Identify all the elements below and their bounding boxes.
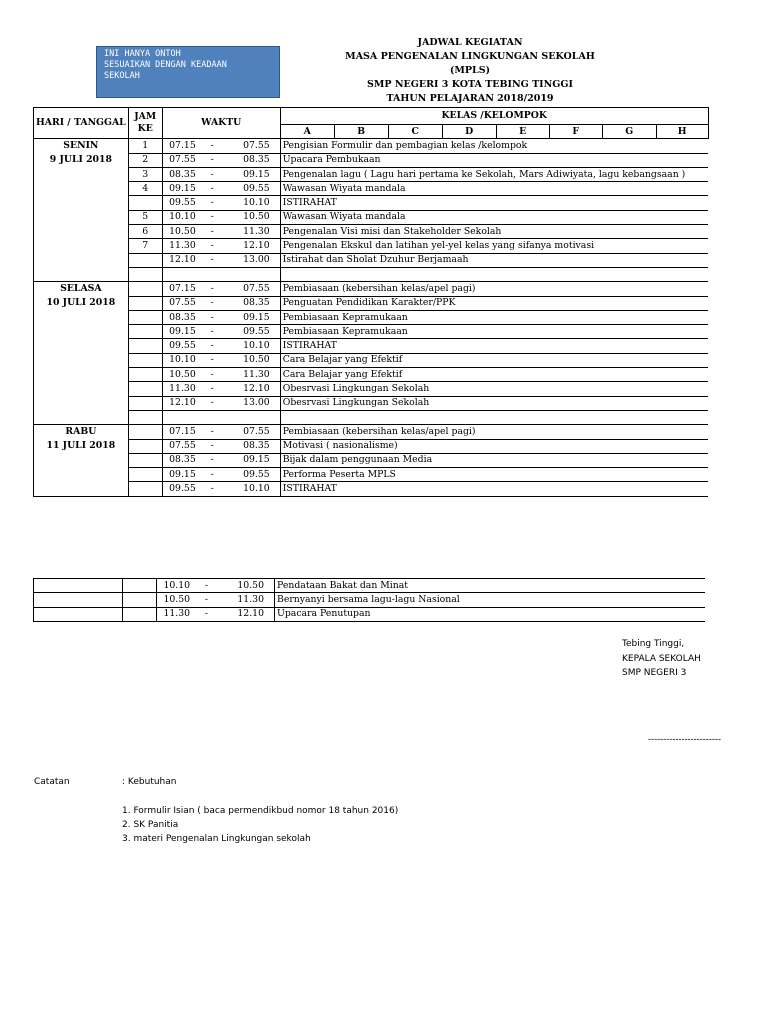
end-time-cell: 12.10 xyxy=(217,607,275,621)
activity-cell: ISTIRAHAT xyxy=(280,339,708,353)
time-separator: - xyxy=(202,439,222,453)
day-cell xyxy=(34,579,123,593)
header-kelas: KELAS /KELOMPOK xyxy=(280,108,708,125)
table-row xyxy=(34,167,709,181)
time-separator: - xyxy=(202,239,222,253)
time-separator xyxy=(202,267,222,281)
jam-cell xyxy=(128,310,162,324)
time-separator: - xyxy=(202,396,222,410)
jam-cell xyxy=(128,296,162,310)
time-separator: - xyxy=(197,579,217,593)
title-line: JADWAL KEGIATAN xyxy=(417,37,523,48)
start-time-cell: 12.10 xyxy=(162,396,202,410)
end-time-cell: 10.50 xyxy=(222,210,280,224)
start-time-cell: 09.15 xyxy=(162,325,202,339)
table-row xyxy=(34,153,709,167)
end-time-cell: 11.30 xyxy=(217,593,275,607)
day-cell: 11 JULI 2018 xyxy=(34,439,129,453)
group-header: A xyxy=(280,125,334,139)
group-header: E xyxy=(496,125,549,139)
end-time-cell: 07.55 xyxy=(222,139,280,153)
activity-cell xyxy=(280,410,708,424)
start-time-cell: 11.30 xyxy=(157,607,197,621)
time-separator: - xyxy=(202,225,222,239)
time-separator: - xyxy=(202,253,222,267)
table-row xyxy=(34,439,709,453)
end-time-cell: 12.10 xyxy=(222,382,280,396)
table-row xyxy=(34,368,709,382)
start-time-cell: 08.35 xyxy=(162,167,202,181)
group-header: D xyxy=(442,125,496,139)
end-time-cell: 09.55 xyxy=(222,325,280,339)
jam-cell xyxy=(128,196,162,210)
start-time-cell: 09.55 xyxy=(162,482,202,496)
group-header: F xyxy=(549,125,602,139)
end-time-cell: 09.15 xyxy=(222,453,280,467)
jam-cell xyxy=(128,253,162,267)
day-cell xyxy=(34,325,129,339)
table-row xyxy=(34,325,709,339)
jam-cell xyxy=(128,453,162,467)
title-line: TAHUN PELAJARAN 2018/2019 xyxy=(386,93,554,104)
day-cell: 9 JULI 2018 xyxy=(34,153,129,167)
activity-cell: Wawasan Wiyata mandala xyxy=(280,182,708,196)
jam-cell xyxy=(128,325,162,339)
table-row xyxy=(34,382,709,396)
table-row xyxy=(34,410,709,424)
table-row xyxy=(34,267,709,281)
notes-label: Catatan xyxy=(34,777,70,787)
start-time-cell: 11.30 xyxy=(162,382,202,396)
end-time-cell: 09.15 xyxy=(222,167,280,181)
start-time-cell: 09.55 xyxy=(162,196,202,210)
jam-cell xyxy=(128,339,162,353)
activity-cell: Pengisian Formulir dan pembagian kelas /kelompok xyxy=(280,139,708,153)
signature-line: KEPALA SEKOLAH xyxy=(622,653,701,664)
start-time-cell: 07.15 xyxy=(162,139,202,153)
day-cell xyxy=(34,410,129,424)
activity-cell: Pembiasaan Kepramukaan xyxy=(280,325,708,339)
activity-cell: Obesrvasi Lingkungan Sekolah xyxy=(280,382,708,396)
jam-cell: 7 xyxy=(128,239,162,253)
jam-cell: 3 xyxy=(128,167,162,181)
end-time-cell: 09.55 xyxy=(222,182,280,196)
note-line: INI HANYA ONTOH xyxy=(104,49,181,59)
day-cell xyxy=(34,210,129,224)
document-title xyxy=(330,36,610,106)
end-time-cell: 11.30 xyxy=(222,225,280,239)
day-cell xyxy=(34,453,129,467)
table-row xyxy=(34,482,709,496)
table-row xyxy=(34,339,709,353)
activity-cell: Istirahat dan Sholat Dzuhur Berjamaah xyxy=(280,253,708,267)
day-cell xyxy=(34,353,129,367)
jam-cell xyxy=(128,267,162,281)
jam-cell xyxy=(128,425,162,439)
table-row xyxy=(34,210,709,224)
time-separator: - xyxy=(202,310,222,324)
day-cell xyxy=(34,593,123,607)
day-cell xyxy=(34,225,129,239)
group-header: G xyxy=(602,125,656,139)
jam-cell xyxy=(128,396,162,410)
time-separator: - xyxy=(202,353,222,367)
time-separator: - xyxy=(202,182,222,196)
table-row xyxy=(34,353,709,367)
activity-cell: Cara Belajar yang Efektif xyxy=(280,353,708,367)
time-separator: - xyxy=(202,153,222,167)
time-separator: - xyxy=(202,325,222,339)
time-separator: - xyxy=(197,593,217,607)
start-time-cell: 10.10 xyxy=(157,579,197,593)
jam-cell xyxy=(128,382,162,396)
start-time-cell: 08.35 xyxy=(162,453,202,467)
start-time-cell: 09.55 xyxy=(162,339,202,353)
start-time-cell xyxy=(162,410,202,424)
activity-cell: Pembiasaan Kepramukaan xyxy=(280,310,708,324)
jam-cell: 4 xyxy=(128,182,162,196)
activity-cell: Upacara Penutupan xyxy=(275,607,705,621)
start-time-cell: 11.30 xyxy=(162,239,202,253)
time-separator: - xyxy=(202,339,222,353)
note-box xyxy=(96,46,280,98)
activity-cell: Pembiasaan (kebersihan kelas/apel pagi) xyxy=(280,425,708,439)
header-day: HARI / TANGGAL xyxy=(34,108,129,139)
activity-cell: Bijak dalam penggunaan Media xyxy=(280,453,708,467)
table-row xyxy=(34,225,709,239)
start-time-cell: 07.15 xyxy=(162,282,202,296)
activity-cell: Motivasi ( nasionalisme) xyxy=(280,439,708,453)
table-row xyxy=(34,196,709,210)
start-time-cell: 07.15 xyxy=(162,425,202,439)
start-time-cell: 09.15 xyxy=(162,468,202,482)
start-time-cell: 10.10 xyxy=(162,353,202,367)
start-time-cell: 09.15 xyxy=(162,182,202,196)
start-time-cell: 08.35 xyxy=(162,310,202,324)
activity-cell: Pembiasaan (kebersihan kelas/apel pagi) xyxy=(280,282,708,296)
day-cell xyxy=(34,382,129,396)
table-row xyxy=(34,282,709,296)
activity-cell: Pendataan Bakat dan Minat xyxy=(275,579,705,593)
group-header: C xyxy=(388,125,442,139)
start-time-cell: 12.10 xyxy=(162,253,202,267)
day-cell xyxy=(34,607,123,621)
notes-item: 1. Formulir Isian ( baca permendikbud nomor 18 tahun 2016) xyxy=(122,806,399,816)
day-cell xyxy=(34,396,129,410)
end-time-cell: 13.00 xyxy=(222,396,280,410)
end-time-cell: 13.00 xyxy=(222,253,280,267)
start-time-cell: 10.50 xyxy=(162,225,202,239)
signature-line: SMP NEGERI 3 xyxy=(622,668,687,678)
note-line: SEKOLAH xyxy=(104,71,140,81)
activity-cell: Upacara Pembukaan xyxy=(280,153,708,167)
day-cell: SENIN xyxy=(34,139,129,153)
time-separator: - xyxy=(202,167,222,181)
schedule-table xyxy=(33,107,709,497)
time-separator: - xyxy=(197,607,217,621)
time-separator: - xyxy=(202,210,222,224)
end-time-cell: 09.55 xyxy=(222,468,280,482)
jam-cell xyxy=(128,410,162,424)
header-jam xyxy=(128,108,162,139)
group-header: B xyxy=(334,125,388,139)
time-separator: - xyxy=(202,382,222,396)
end-time-cell: 10.50 xyxy=(222,353,280,367)
activity-cell: Pengenalan Ekskul dan latihan yel-yel kelas yang sifanya motivasi xyxy=(280,239,708,253)
title-line: SMP NEGERI 3 KOTA TEBING TINGGI xyxy=(367,79,573,90)
jam-cell xyxy=(128,468,162,482)
end-time-cell: 07.55 xyxy=(222,425,280,439)
table-row xyxy=(34,453,709,467)
time-separator: - xyxy=(202,282,222,296)
table-row xyxy=(34,579,705,593)
jam-cell xyxy=(128,439,162,453)
jam-cell xyxy=(128,482,162,496)
time-separator: - xyxy=(202,368,222,382)
jam-cell xyxy=(123,579,157,593)
table-row xyxy=(34,253,709,267)
jam-cell xyxy=(123,593,157,607)
start-time-cell: 07.55 xyxy=(162,296,202,310)
activity-cell: Performa Peserta MPLS xyxy=(280,468,708,482)
start-time-cell: 10.50 xyxy=(162,368,202,382)
start-time-cell: 07.55 xyxy=(162,153,202,167)
day-cell: RABU xyxy=(34,425,129,439)
jam-cell xyxy=(128,368,162,382)
end-time-cell: 10.10 xyxy=(222,339,280,353)
activity-cell: ISTIRAHAT xyxy=(280,482,708,496)
end-time-cell: 08.35 xyxy=(222,153,280,167)
time-separator: - xyxy=(202,482,222,496)
time-separator: - xyxy=(202,425,222,439)
table-row xyxy=(34,182,709,196)
table-row xyxy=(34,425,709,439)
table-row xyxy=(34,607,705,621)
jam-cell xyxy=(128,353,162,367)
activity-cell xyxy=(280,267,708,281)
day-cell xyxy=(34,196,129,210)
end-time-cell: 07.55 xyxy=(222,282,280,296)
jam-cell: 5 xyxy=(128,210,162,224)
activity-cell: Bernyanyi bersama lagu-lagu Nasional xyxy=(275,593,705,607)
day-cell xyxy=(34,253,129,267)
day-cell xyxy=(34,182,129,196)
time-separator: - xyxy=(202,139,222,153)
table-row xyxy=(34,296,709,310)
activity-cell: Penguatan Pendidikan Karakter/PPK xyxy=(280,296,708,310)
schedule-table-continued xyxy=(33,578,705,622)
header-jam-label: JAM KE xyxy=(134,111,157,135)
table-row xyxy=(34,239,709,253)
day-cell xyxy=(34,482,129,496)
day-cell xyxy=(34,468,129,482)
end-time-cell: 10.50 xyxy=(217,579,275,593)
jam-cell: 1 xyxy=(128,139,162,153)
activity-cell: Wawasan Wiyata mandala xyxy=(280,210,708,224)
time-separator: - xyxy=(202,468,222,482)
day-cell xyxy=(34,368,129,382)
end-time-cell xyxy=(222,267,280,281)
jam-cell xyxy=(123,607,157,621)
notes-item: 2. SK Panitia xyxy=(122,820,179,830)
title-line: MASA PENGENALAN LINGKUNGAN SEKOLAH (MPLS) xyxy=(345,51,595,76)
table-row xyxy=(34,396,709,410)
signature-block xyxy=(622,637,702,681)
activity-cell: Cara Belajar yang Efektif xyxy=(280,368,708,382)
end-time-cell: 10.10 xyxy=(222,196,280,210)
note-line: SESUAIKAN DENGAN KEADAAN xyxy=(104,60,227,70)
time-separator: - xyxy=(202,453,222,467)
day-cell: SELASA xyxy=(34,282,129,296)
start-time-cell: 10.10 xyxy=(162,210,202,224)
header-time: WAKTU xyxy=(162,108,280,139)
table-row xyxy=(34,310,709,324)
end-time-cell: 11.30 xyxy=(222,368,280,382)
table-row xyxy=(34,468,709,482)
activity-cell: ISTIRAHAT xyxy=(280,196,708,210)
day-cell xyxy=(34,239,129,253)
signature-dash-line: ------------------------ xyxy=(648,735,721,745)
end-time-cell: 08.35 xyxy=(222,296,280,310)
jam-cell: 6 xyxy=(128,225,162,239)
time-separator xyxy=(202,410,222,424)
start-time-cell xyxy=(162,267,202,281)
end-time-cell: 08.35 xyxy=(222,439,280,453)
activity-cell: Obesrvasi Lingkungan Sekolah xyxy=(280,396,708,410)
day-cell xyxy=(34,310,129,324)
start-time-cell: 07.55 xyxy=(162,439,202,453)
day-cell xyxy=(34,267,129,281)
day-cell: 10 JULI 2018 xyxy=(34,296,129,310)
end-time-cell: 09.15 xyxy=(222,310,280,324)
end-time-cell: 12.10 xyxy=(222,239,280,253)
end-time-cell: 10.10 xyxy=(222,482,280,496)
table-row xyxy=(34,593,705,607)
group-header: H xyxy=(656,125,708,139)
table-row xyxy=(34,139,709,153)
signature-line: Tebing Tinggi, xyxy=(622,639,685,649)
day-cell xyxy=(34,167,129,181)
jam-cell xyxy=(128,282,162,296)
end-time-cell xyxy=(222,410,280,424)
jam-cell: 2 xyxy=(128,153,162,167)
notes-item: 3. materi Pengenalan Lingkungan sekolah xyxy=(122,834,311,844)
activity-cell: Pengenalan Visi misi dan Stakeholder Sekolah xyxy=(280,225,708,239)
notes-value: : Kebutuhan xyxy=(122,777,177,787)
activity-cell: Pengenalan lagu ( Lagu hari pertama ke Sekolah, Mars Adiwiyata, lagu kebangsaan ) xyxy=(280,167,708,181)
day-cell xyxy=(34,339,129,353)
time-separator: - xyxy=(202,296,222,310)
time-separator: - xyxy=(202,196,222,210)
start-time-cell: 10.50 xyxy=(157,593,197,607)
